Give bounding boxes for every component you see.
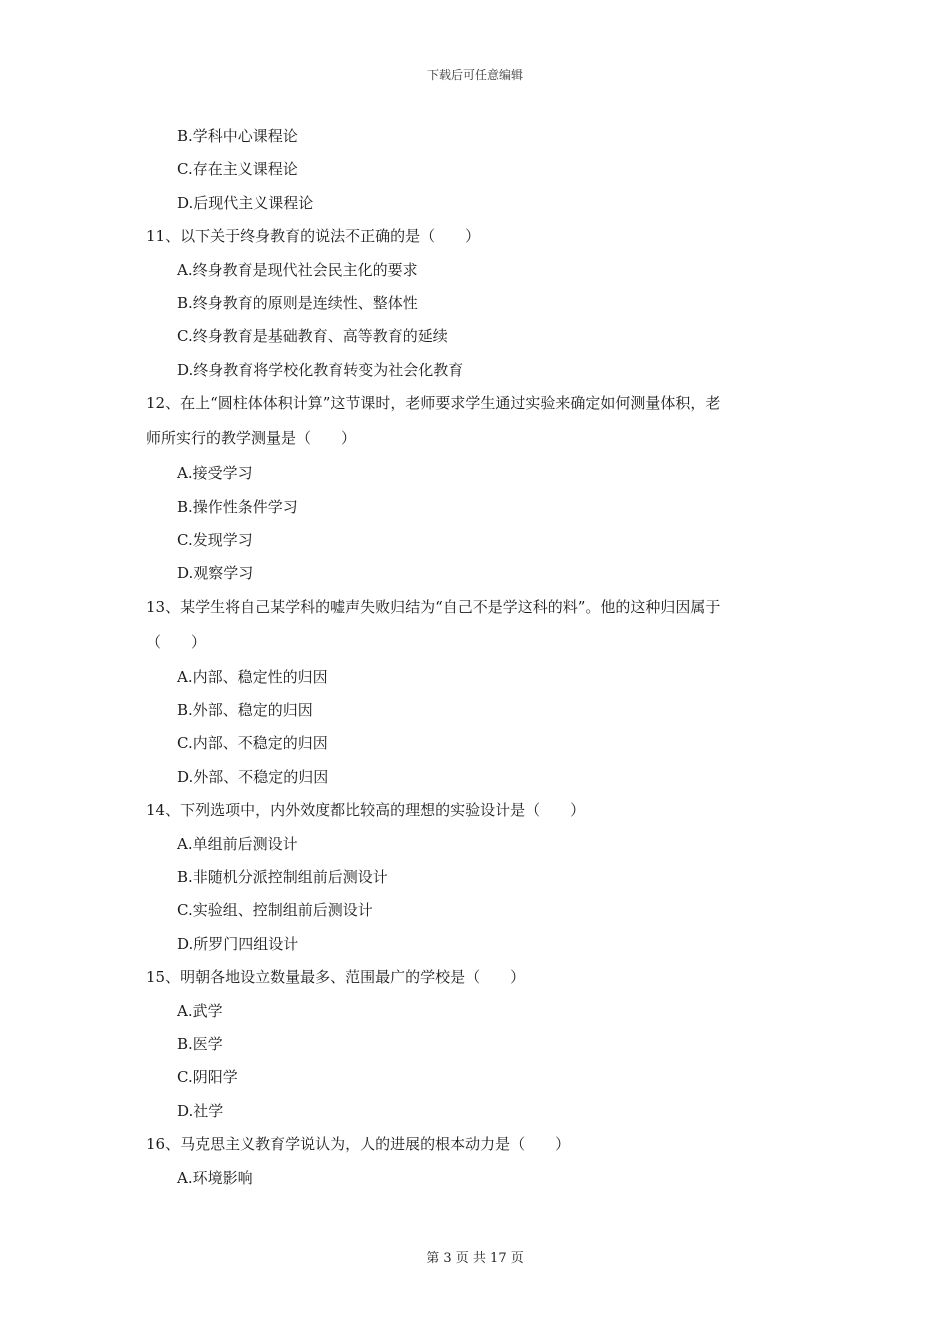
page-footer: 第 3 页 共 17 页 [426, 1251, 524, 1266]
page-header: 下载后可任意编辑 [426, 68, 523, 82]
option-line: B.学科中心课程论 [177, 127, 298, 145]
option-line: A.终身教育是现代社会民主化的要求 [177, 260, 418, 279]
question-line: 14、下列选项中，内外效度都比较高的理想的实验设计是（ ） [146, 801, 586, 820]
option-line: D.社学 [177, 1101, 224, 1120]
question-line-continued: （ ） [146, 632, 207, 651]
option-line: C.内部、不稳定的归因 [177, 734, 328, 753]
question-line-continued: 师所实行的教学测量是（ ） [146, 429, 357, 448]
question-line: 13、某学生将自己某学科的嘘声失败归结为“自己不是学这科的料”。他的这种归因属于 [146, 597, 721, 616]
option-line: C.阴阳学 [177, 1068, 238, 1087]
option-line: D.外部、不稳定的归因 [177, 767, 329, 786]
question-line: 11、以下关于终身教育的说法不正确的是（ ） [146, 227, 481, 246]
option-line: A.内部、稳定性的归因 [177, 667, 328, 686]
option-line: D.所罗门四组设计 [177, 934, 299, 953]
option-line: D.观察学习 [177, 564, 254, 583]
option-line: B.医学 [177, 1034, 223, 1053]
option-line: A.单组前后测设计 [177, 834, 298, 853]
option-line: C.存在主义课程论 [177, 160, 298, 179]
option-line: D.后现代主义课程论 [177, 193, 314, 212]
option-line: C.实验组、控制组前后测设计 [177, 901, 373, 920]
option-line: D.终身教育将学校化教育转变为社会化教育 [177, 360, 464, 379]
option-line: B.终身教育的原则是连续性、整体性 [177, 293, 418, 312]
option-line: A.接受学习 [177, 464, 253, 483]
option-line: B.非随机分派控制组前后测设计 [177, 868, 388, 887]
question-line: 12、在上“圆柱体体积计算”这节课时，老师要求学生通过实验来确定如何测量体积，老 [146, 394, 721, 413]
question-line: 15、明朝各地设立数量最多、范围最广的学校是（ ） [146, 968, 526, 987]
option-line: B.外部、稳定的归因 [177, 701, 313, 720]
option-line: C.终身教育是基础教育、高等教育的延续 [177, 327, 448, 346]
document-body [146, 124, 814, 1199]
question-line: 16、马克思主义教育学说认为，人的进展的根本动力是（ ） [146, 1135, 571, 1154]
option-line: A.环境影响 [177, 1168, 253, 1187]
option-line: B.操作性条件学习 [177, 497, 298, 516]
option-line: C.发现学习 [177, 530, 253, 549]
option-line: A.武学 [177, 1001, 223, 1020]
